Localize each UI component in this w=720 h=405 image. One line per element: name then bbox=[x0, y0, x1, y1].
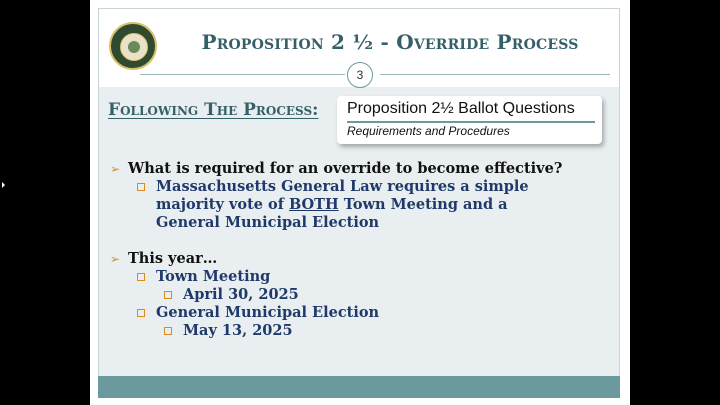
law-text-post: Town Meeting and a General Municipal Election bbox=[156, 196, 508, 231]
slide-footer-bar bbox=[98, 376, 620, 398]
callout-divider bbox=[347, 121, 595, 123]
seal-emblem bbox=[128, 41, 140, 53]
bullet-this-year: This year… bbox=[128, 250, 218, 267]
bullet-town-meeting-date: April 30, 2025 bbox=[183, 286, 299, 303]
page-number: 3 bbox=[347, 62, 373, 88]
arrow-bullet-icon: ➢ bbox=[110, 252, 121, 266]
bullet-election-date: May 13, 2025 bbox=[183, 322, 293, 339]
callout-box bbox=[337, 96, 602, 144]
title-divider-right bbox=[380, 74, 610, 75]
square-bullet-icon bbox=[164, 291, 172, 299]
arrow-bullet-icon: ➢ bbox=[110, 162, 121, 176]
square-bullet-icon bbox=[137, 183, 145, 191]
law-text-emphasis: BOTH bbox=[289, 196, 339, 213]
title-divider-left bbox=[140, 74, 345, 75]
square-bullet-icon bbox=[137, 309, 145, 317]
bullet-law-requirement bbox=[156, 178, 576, 232]
presentation-slide bbox=[90, 0, 630, 405]
square-bullet-icon bbox=[164, 327, 172, 335]
bullet-question-1: What is required for an override to become effective? bbox=[128, 160, 563, 177]
slide-title: Proposition 2 ½ - Override Process bbox=[201, 30, 579, 54]
bullet-election: General Municipal Election bbox=[156, 304, 380, 321]
square-bullet-icon bbox=[137, 273, 145, 281]
town-seal-icon bbox=[109, 22, 157, 70]
law-text-pre: Massachusetts General Law requires a simple majority vote of bbox=[156, 178, 529, 213]
bullet-town-meeting: Town Meeting bbox=[156, 268, 271, 285]
callout-subtitle: Requirements and Procedures bbox=[347, 124, 510, 138]
mouse-cursor-icon bbox=[2, 182, 5, 188]
section-subhead: Following The Process: bbox=[108, 100, 319, 120]
callout-title: Proposition 2½ Ballot Questions bbox=[347, 100, 575, 117]
seal-center bbox=[120, 33, 148, 61]
